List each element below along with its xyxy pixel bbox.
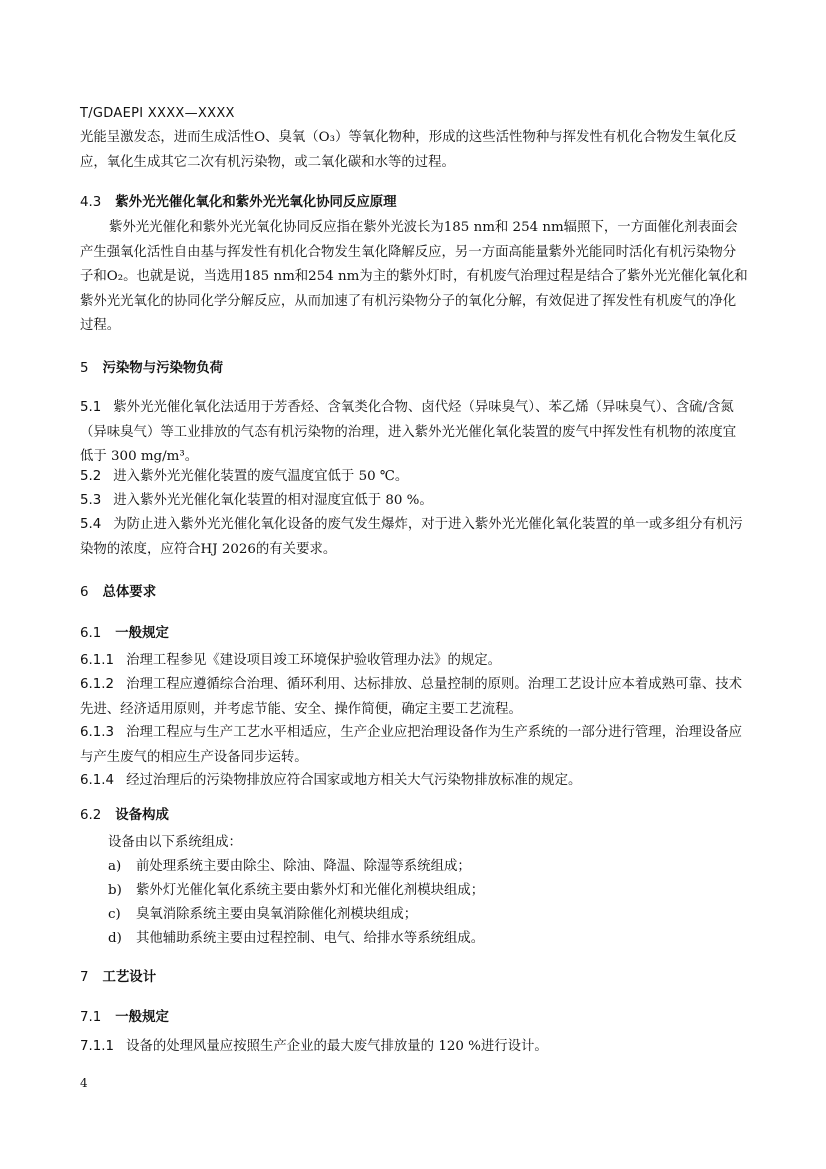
section-title: 紫外光光催化氧化和紫外光光氧化协同反应原理: [115, 195, 397, 210]
list-text: 前处理系统主要由除尘、除油、降温、除湿等系统组成；: [136, 859, 471, 874]
list-item-c: [108, 903, 417, 928]
clause-number: 5.1: [80, 400, 102, 415]
section-number: 5: [80, 361, 89, 376]
clause-6-1-3: [80, 721, 748, 770]
section-title: 工艺设计: [102, 970, 157, 985]
list-text: 其他辅助系统主要由过程控制、电气、给排水等系统组成。: [136, 931, 485, 946]
section-6-1-heading: [80, 622, 169, 641]
section-7-heading: [80, 966, 156, 985]
list-text: 臭氧消除系统主要由臭氧消除催化剂模块组成；: [136, 907, 418, 922]
clause-5-3: [80, 489, 748, 514]
clause-text: 治理工程应与生产工艺水平相适应，生产企业应把治理设备作为生产系统的一部分进行管理，治理设备应与产生废气的相应生产设备同步运转。: [80, 725, 743, 765]
clause-6-1-4: [80, 769, 748, 794]
clause-5-2: [80, 465, 748, 490]
clause-text: 进入紫外光光催化装置的废气温度宜低于 50 ℃。: [113, 469, 409, 484]
clause-text: 为防止进入紫外光光催化氧化设备的废气发生爆炸，对于进入紫外光光催化氧化装置的单一或多组分有机污染物的浓度，应符合HJ 2026的有关要求。: [80, 517, 743, 557]
list-item-b: [108, 879, 484, 904]
clause-6-1-1: [80, 649, 748, 674]
section-number: 4.3: [80, 195, 102, 210]
clause-number: 6.1.4: [80, 773, 115, 788]
section-number: 6.2: [80, 808, 102, 823]
clause-6-1-2: [80, 673, 748, 722]
equipment-intro: 设备由以下系统组成：: [108, 835, 242, 850]
section-5-heading: [80, 357, 223, 376]
section-title: 设备构成: [115, 808, 169, 823]
section-number: 7: [80, 970, 89, 985]
continuation-paragraph: 光能呈激发态，进而生成活性O、臭氧（O₃）等氧化物种，形成的这些活性物种与挥发性有机化合物发生氧化反应，氧化生成其它二次有机污染物，或二氧化碳和水等的过程。: [80, 130, 737, 170]
clause-number: 5.4: [80, 517, 102, 532]
clause-5-1: [80, 396, 748, 470]
clause-7-1-1: [80, 1035, 748, 1060]
clause-number: 5.3: [80, 493, 102, 508]
clause-number: 6.1.1: [80, 653, 115, 668]
section-title: 污染物与污染物负荷: [102, 361, 224, 376]
clause-text: 进入紫外光光催化氧化装置的相对湿度宜低于 80 %。: [113, 493, 433, 508]
clause-number: 6.1.3: [80, 725, 115, 740]
list-text: 紫外灯光催化氧化系统主要由紫外灯和光催化剂模块组成；: [136, 883, 485, 898]
list-letter: d): [108, 931, 122, 946]
document-header: T/GDAEPI XXXX—XXXX: [80, 106, 235, 121]
clause-5-4: [80, 513, 748, 562]
clause-text: 治理工程应遵循综合治理、循环利用、达标排放、总量控制的原则。治理工艺设计应本着成熟可靠、技术先进、经济适用原则，并考虑节能、安全、操作简便，确定主要工艺流程。: [80, 677, 743, 717]
clause-text: 紫外光光催化氧化法适用于芳香烃、含氧类化合物、卤代烃（异味臭气）、苯乙烯（异味臭气）、含硫/含氮（异味臭气）等工业排放的气态有机污染物的治理，进入紫外光光催化氧化装置的废气中挥发性有机物的浓度宜低于 300 mg/m³。: [80, 400, 737, 464]
list-letter: a): [108, 859, 122, 874]
section-number: 7.1: [80, 1010, 102, 1025]
list-item-d: [108, 927, 484, 952]
section-number: 6.1: [80, 626, 102, 641]
section-title: 总体要求: [102, 585, 157, 600]
clause-text: 经过治理后的污染物排放应符合国家或地方相关大气污染物排放标准的规定。: [126, 773, 582, 788]
clause-number: 6.1.2: [80, 677, 115, 692]
section-6-2-heading: [80, 804, 169, 823]
list-letter: c): [108, 907, 121, 922]
section-number: 6: [80, 585, 89, 600]
list-item-a: [108, 855, 471, 880]
list-letter: b): [108, 883, 122, 898]
section-4-3-paragraph: 紫外光光催化和紫外光光氧化协同反应指在紫外光波长为185 nm和 254 nm辐照下，一方面催化剂表面会产生强氧化活性自由基与挥发性有机化合物发生氧化降解反应，另一方面高能量紫外光能同时活化有机污染物分子和O₂。也就是说，当选用185 nm和254 nm为主的紫外灯时，有机废气治理过程是结合了紫外光光催化氧化和紫外光光氧化的协同化学分解反应，从而加速了有机污染物分子的氧化分解，有效促进了挥发性有机废气的净化过程。: [80, 220, 748, 333]
section-6-heading: [80, 581, 156, 600]
section-7-1-heading: [80, 1006, 169, 1025]
clause-number: 7.1.1: [80, 1039, 115, 1054]
clause-text: 治理工程参见《建设项目竣工环境保护验收管理办法》的规定。: [126, 653, 502, 668]
section-title: 一般规定: [115, 1010, 169, 1025]
clause-number: 5.2: [80, 469, 102, 484]
clause-text: 设备的处理风量应按照生产企业的最大废气排放量的 120 %进行设计。: [126, 1039, 548, 1054]
section-4-3-heading: [80, 191, 397, 210]
page-number: 4: [80, 1076, 88, 1090]
section-title: 一般规定: [115, 626, 169, 641]
